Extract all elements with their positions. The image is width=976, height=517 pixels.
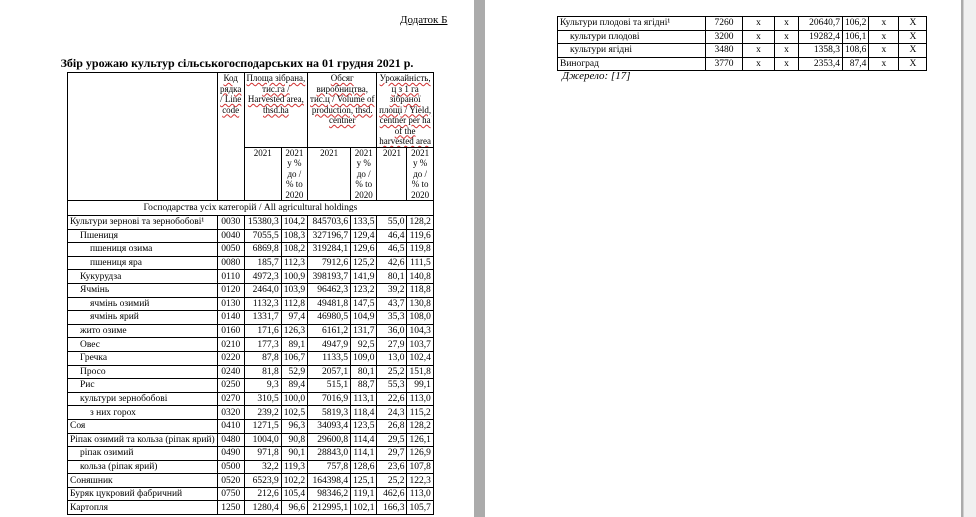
table-row: [68, 351, 434, 365]
cell-yield-2021: x: [869, 17, 899, 31]
cell-area-2021: x: [743, 17, 775, 31]
cell-yield-2021: 27,9: [377, 338, 407, 352]
cell-yield-pct: 128,2: [407, 216, 433, 230]
cell-yield-2021: 29,5: [377, 433, 407, 447]
row-name: Просо: [68, 365, 218, 379]
table-row: [68, 283, 434, 297]
cell-volume-2021: 845703,6: [308, 216, 351, 230]
cell-volume-pct: 114,4: [351, 433, 377, 447]
header-volume: Обсяг виробництва, тис.ц / Volume of production, thsd. centner: [308, 73, 377, 148]
row-code: 3770: [706, 57, 743, 71]
row-code: 0140: [217, 311, 244, 325]
header-pct: 2021 у % до / % to 2020: [281, 147, 307, 201]
cell-yield-2021: x: [869, 30, 899, 44]
cell-yield-pct: 119,8: [407, 243, 433, 257]
row-code: 0080: [217, 256, 244, 270]
cell-area-2021: x: [743, 44, 775, 58]
cell-volume-pct: 119,1: [351, 487, 377, 501]
row-name: ячмінь ярий: [68, 311, 218, 325]
cell-area-pct: 89,4: [281, 379, 307, 393]
source-note: Джерело: [17]: [562, 70, 631, 82]
cell-yield-pct: 99,1: [407, 379, 433, 393]
cell-area-2021: 310,5: [244, 392, 281, 406]
cell-volume-pct: 141,9: [351, 270, 377, 284]
cell-volume-pct: 123,2: [351, 283, 377, 297]
row-name: Соя: [68, 419, 218, 433]
cell-area-pct: 102,5: [281, 406, 307, 420]
cell-area-pct: x: [775, 57, 799, 71]
row-name: Соняшник: [68, 474, 218, 488]
cell-yield-pct: 113,0: [407, 487, 433, 501]
cell-volume-pct: 133,5: [351, 216, 377, 230]
cell-volume-pct: 80,1: [351, 365, 377, 379]
cell-volume-pct: 128,6: [351, 460, 377, 474]
cell-yield-2021: 25,2: [377, 474, 407, 488]
cell-area-2021: 9,3: [244, 379, 281, 393]
cell-area-2021: 6523,9: [244, 474, 281, 488]
cell-yield-2021: 43,7: [377, 297, 407, 311]
cell-area-2021: 6869,8: [244, 243, 281, 257]
cell-volume-pct: 87,4: [843, 57, 869, 71]
cell-volume-pct: 129,4: [351, 229, 377, 243]
header-year: 2021: [244, 147, 281, 201]
cell-area-2021: 15380,3: [244, 216, 281, 230]
cell-area-pct: x: [775, 30, 799, 44]
cell-yield-pct: X: [899, 44, 927, 58]
cell-area-2021: 81,8: [244, 365, 281, 379]
cell-area-pct: 119,3: [281, 460, 307, 474]
cell-volume-2021: 34093,4: [308, 419, 351, 433]
cell-volume-pct: 147,5: [351, 297, 377, 311]
cell-volume-2021: 319284,1: [308, 243, 351, 257]
cell-area-pct: 96,6: [281, 501, 307, 515]
cell-volume-2021: 28843,0: [308, 447, 351, 461]
cell-yield-2021: 24,3: [377, 406, 407, 420]
cell-area-pct: 126,3: [281, 324, 307, 338]
cell-area-pct: 106,7: [281, 351, 307, 365]
cell-area-2021: 32,2: [244, 460, 281, 474]
cell-volume-2021: 212995,1: [308, 501, 351, 515]
row-name: культури плодові: [558, 30, 706, 44]
cell-area-2021: 1004,0: [244, 433, 281, 447]
cell-volume-pct: 102,1: [351, 501, 377, 515]
row-name: ріпак озимий: [68, 447, 218, 461]
row-name: ячмінь озимий: [68, 297, 218, 311]
table-row: [68, 311, 434, 325]
cell-yield-2021: 35,3: [377, 311, 407, 325]
table-row: [68, 338, 434, 352]
cell-area-pct: 108,3: [281, 229, 307, 243]
row-code: 0520: [217, 474, 244, 488]
section-label: Господарства усіх категорій / All agricultural holdings: [68, 201, 434, 216]
cell-area-pct: 104,2: [281, 216, 307, 230]
cell-volume-pct: 118,4: [351, 406, 377, 420]
cell-volume-pct: 92,5: [351, 338, 377, 352]
table-row: [68, 216, 434, 230]
document-page-left: [0, 0, 474, 517]
cell-area-pct: 100,9: [281, 270, 307, 284]
cell-area-2021: 4972,3: [244, 270, 281, 284]
cell-volume-2021: 2353,4: [799, 57, 843, 71]
cell-yield-2021: 23,6: [377, 460, 407, 474]
table-row: [68, 297, 434, 311]
row-name: Ячмінь: [68, 283, 218, 297]
cell-area-pct: 112,8: [281, 297, 307, 311]
cell-area-2021: 1271,5: [244, 419, 281, 433]
cell-area-2021: 87,8: [244, 351, 281, 365]
cell-yield-pct: 104,3: [407, 324, 433, 338]
cell-yield-2021: 462,6: [377, 487, 407, 501]
cell-volume-2021: 5819,3: [308, 406, 351, 420]
cell-volume-2021: 46980,5: [308, 311, 351, 325]
row-name: Пшениця: [68, 229, 218, 243]
row-name: Виноград: [558, 57, 706, 71]
cell-volume-2021: 19282,4: [799, 30, 843, 44]
row-code: 3480: [706, 44, 743, 58]
table-row: [68, 406, 434, 420]
cell-yield-pct: 107,8: [407, 460, 433, 474]
table-row: [68, 447, 434, 461]
cell-volume-pct: 104,9: [351, 311, 377, 325]
row-name: Культури плодові та ягідні¹: [558, 17, 706, 31]
cell-area-2021: 239,2: [244, 406, 281, 420]
cell-yield-2021: 166,3: [377, 501, 407, 515]
cell-yield-2021: x: [869, 57, 899, 71]
cell-yield-2021: 13,0: [377, 351, 407, 365]
cell-area-pct: 90,1: [281, 447, 307, 461]
cell-volume-2021: 757,8: [308, 460, 351, 474]
row-code: 0250: [217, 379, 244, 393]
row-name: Гречка: [68, 351, 218, 365]
row-name: з них горох: [68, 406, 218, 420]
cell-yield-pct: 111,5: [407, 256, 433, 270]
row-code: 0320: [217, 406, 244, 420]
row-code: 0750: [217, 487, 244, 501]
cell-volume-pct: 106,1: [843, 30, 869, 44]
row-code: 0480: [217, 433, 244, 447]
cell-yield-pct: 122,3: [407, 474, 433, 488]
row-name: пшениця озима: [68, 243, 218, 257]
table-row: [558, 17, 927, 31]
table-row: [68, 243, 434, 257]
header-yield: Урожайність, ц з 1 га зібраної площі / Yield, centner per ha of the harvested area: [377, 73, 433, 148]
cell-area-pct: 90,8: [281, 433, 307, 447]
cell-area-2021: 2464,0: [244, 283, 281, 297]
cell-volume-2021: 164398,4: [308, 474, 351, 488]
table-row: [68, 419, 434, 433]
row-code: 0030: [217, 216, 244, 230]
row-name: Ріпак озимий та кольза (ріпак ярий): [68, 433, 218, 447]
table-row: [68, 487, 434, 501]
cell-yield-pct: X: [899, 30, 927, 44]
header-area: Площа зібрана, тис.га / Harvested area, thsd.ha: [244, 73, 307, 148]
cell-yield-pct: 126,1: [407, 433, 433, 447]
row-code: 0210: [217, 338, 244, 352]
cell-area-pct: 103,9: [281, 283, 307, 297]
header-pct: 2021 у % до / % to 2020: [351, 147, 377, 201]
cell-area-2021: 1331,7: [244, 311, 281, 325]
row-code: 0110: [217, 270, 244, 284]
table-header-row: [68, 73, 434, 148]
table-row: [558, 57, 927, 71]
cell-volume-pct: 129,6: [351, 243, 377, 257]
cell-area-pct: 102,2: [281, 474, 307, 488]
cell-area-pct: 52,9: [281, 365, 307, 379]
row-name: культури зернобобові: [68, 392, 218, 406]
cell-yield-2021: x: [869, 44, 899, 58]
cell-volume-pct: 108,6: [843, 44, 869, 58]
cell-area-pct: x: [775, 17, 799, 31]
cell-area-2021: 1280,4: [244, 501, 281, 515]
table-row: [68, 379, 434, 393]
header-year: 2021: [308, 147, 351, 201]
cell-volume-2021: 29600,8: [308, 433, 351, 447]
cell-area-pct: 112,3: [281, 256, 307, 270]
header-blank: [68, 73, 218, 201]
table-row: [68, 324, 434, 338]
cell-volume-pct: 113,1: [351, 392, 377, 406]
cell-volume-pct: 123,5: [351, 419, 377, 433]
cell-yield-2021: 36,0: [377, 324, 407, 338]
cell-volume-2021: 4947,9: [308, 338, 351, 352]
cell-yield-pct: 140,8: [407, 270, 433, 284]
table-row: [68, 433, 434, 447]
cell-area-pct: 108,2: [281, 243, 307, 257]
cell-yield-pct: 126,9: [407, 447, 433, 461]
appendix-label: Додаток Б: [400, 14, 448, 26]
row-code: 0490: [217, 447, 244, 461]
row-code: 0240: [217, 365, 244, 379]
row-code: 0050: [217, 243, 244, 257]
cell-yield-pct: 113,0: [407, 392, 433, 406]
row-code: 0120: [217, 283, 244, 297]
cell-volume-pct: 125,2: [351, 256, 377, 270]
document-page-right: [485, 0, 961, 517]
cell-yield-2021: 80,1: [377, 270, 407, 284]
cell-volume-2021: 2057,1: [308, 365, 351, 379]
row-name: Картопля: [68, 501, 218, 515]
row-name: Кукурудза: [68, 270, 218, 284]
row-name: Буряк цукровий фабричний: [68, 487, 218, 501]
cell-yield-2021: 25,2: [377, 365, 407, 379]
cell-volume-2021: 7912,6: [308, 256, 351, 270]
table-row: [558, 30, 927, 44]
table-row: [68, 474, 434, 488]
row-name: Культури зернові та зернобобові¹: [68, 216, 218, 230]
cell-volume-2021: 398193,7: [308, 270, 351, 284]
cell-area-pct: 96,3: [281, 419, 307, 433]
table-row: [558, 44, 927, 58]
cell-volume-pct: 131,7: [351, 324, 377, 338]
cell-area-pct: 105,4: [281, 487, 307, 501]
cell-yield-2021: 26,8: [377, 419, 407, 433]
cell-yield-2021: 39,2: [377, 283, 407, 297]
table-row: [68, 365, 434, 379]
cell-yield-pct: 108,0: [407, 311, 433, 325]
cell-area-pct: x: [775, 44, 799, 58]
cell-yield-2021: 22,6: [377, 392, 407, 406]
cell-volume-pct: 88,7: [351, 379, 377, 393]
vertical-scrollbar[interactable]: [963, 0, 976, 517]
cell-yield-pct: 102,4: [407, 351, 433, 365]
section-row: [68, 201, 434, 216]
cell-volume-pct: 125,1: [351, 474, 377, 488]
cell-volume-2021: 515,1: [308, 379, 351, 393]
table-row: [68, 460, 434, 474]
header-pct: 2021 у % до / % to 2020: [407, 147, 433, 201]
cell-volume-2021: 327196,7: [308, 229, 351, 243]
cell-yield-2021: 46,4: [377, 229, 407, 243]
row-code: 0410: [217, 419, 244, 433]
row-name: культури ягідні: [558, 44, 706, 58]
row-name: пшениця яра: [68, 256, 218, 270]
cell-volume-pct: 106,2: [843, 17, 869, 31]
row-code: 0220: [217, 351, 244, 365]
row-code: 0130: [217, 297, 244, 311]
cell-volume-pct: 109,0: [351, 351, 377, 365]
row-code: 0270: [217, 392, 244, 406]
row-code: 1250: [217, 501, 244, 515]
cell-yield-pct: 105,7: [407, 501, 433, 515]
cell-volume-pct: 114,1: [351, 447, 377, 461]
header-year: 2021: [377, 147, 407, 201]
row-code: 0160: [217, 324, 244, 338]
cell-yield-2021: 29,7: [377, 447, 407, 461]
cell-area-2021: x: [743, 57, 775, 71]
cell-area-2021: 7055,5: [244, 229, 281, 243]
cell-volume-2021: 98346,2: [308, 487, 351, 501]
cell-area-pct: 100,0: [281, 392, 307, 406]
row-name: Овес: [68, 338, 218, 352]
cell-area-2021: 212,6: [244, 487, 281, 501]
cell-area-2021: 171,6: [244, 324, 281, 338]
cell-yield-pct: 130,8: [407, 297, 433, 311]
cell-yield-pct: 151,8: [407, 365, 433, 379]
cell-volume-2021: 1358,3: [799, 44, 843, 58]
cell-yield-2021: 55,0: [377, 216, 407, 230]
cell-yield-pct: X: [899, 17, 927, 31]
table-row: [68, 392, 434, 406]
row-code: 7260: [706, 17, 743, 31]
cell-yield-pct: 115,2: [407, 406, 433, 420]
table-row: [68, 229, 434, 243]
cell-volume-2021: 20640,7: [799, 17, 843, 31]
cell-yield-2021: 42,6: [377, 256, 407, 270]
cell-area-2021: 1132,3: [244, 297, 281, 311]
fruit-table: [557, 16, 927, 71]
cell-yield-pct: 103,7: [407, 338, 433, 352]
cell-area-2021: 971,8: [244, 447, 281, 461]
cell-yield-2021: 46,5: [377, 243, 407, 257]
row-name: Рис: [68, 379, 218, 393]
header-code: Код рядка / Line code: [217, 73, 244, 201]
table-row: [68, 270, 434, 284]
cell-area-pct: 97,4: [281, 311, 307, 325]
cell-yield-pct: 128,2: [407, 419, 433, 433]
row-code: 3200: [706, 30, 743, 44]
cell-area-pct: 89,1: [281, 338, 307, 352]
page-title: Збір урожаю культур сільськогосподарських на 01 грудня 2021 р.: [60, 56, 414, 70]
row-code: 0500: [217, 460, 244, 474]
cell-volume-2021: 1133,5: [308, 351, 351, 365]
cell-volume-2021: 7016,9: [308, 392, 351, 406]
cell-yield-pct: 118,8: [407, 283, 433, 297]
cell-area-2021: 177,3: [244, 338, 281, 352]
row-code: 0040: [217, 229, 244, 243]
cell-volume-2021: 96462,3: [308, 283, 351, 297]
row-name: жито озиме: [68, 324, 218, 338]
harvest-table: [67, 72, 434, 515]
cell-volume-2021: 6161,2: [308, 324, 351, 338]
table-row: [68, 256, 434, 270]
cell-yield-2021: 55,3: [377, 379, 407, 393]
cell-volume-2021: 49481,8: [308, 297, 351, 311]
cell-area-2021: 185,7: [244, 256, 281, 270]
row-name: кольза (ріпак ярий): [68, 460, 218, 474]
cell-yield-pct: X: [899, 57, 927, 71]
cell-yield-pct: 119,6: [407, 229, 433, 243]
table-row: [68, 501, 434, 515]
cell-area-2021: x: [743, 30, 775, 44]
